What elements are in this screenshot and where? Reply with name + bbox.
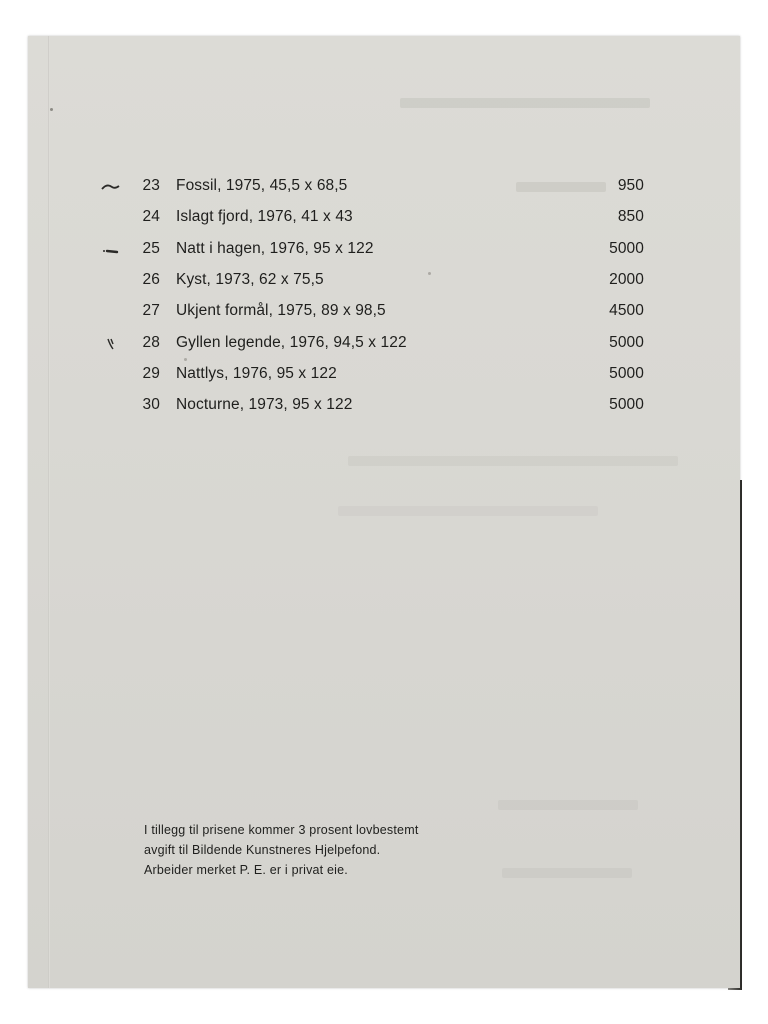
list-item <box>28 208 740 232</box>
item-price: 950 <box>617 177 644 194</box>
bleed-through-text <box>498 800 638 810</box>
item-number: 27 <box>142 302 160 319</box>
bleed-through-text <box>348 456 678 466</box>
item-price: 2000 <box>609 271 644 288</box>
item-title: Islagt fjord, 1976, 41 x 43 <box>176 208 353 225</box>
list-item <box>28 271 740 295</box>
pen-dash-mark <box>100 242 120 258</box>
item-number: 26 <box>142 271 160 288</box>
item-price: 850 <box>617 208 644 225</box>
list-item <box>28 365 740 389</box>
item-price: 4500 <box>609 302 644 319</box>
item-number: 28 <box>142 334 160 351</box>
list-item <box>28 177 740 201</box>
pen-tick-mark <box>100 179 120 195</box>
bleed-through-text <box>502 868 632 878</box>
footnote-line: Arbeider merket P. E. er i privat eie. <box>144 863 348 877</box>
item-number: 25 <box>142 240 160 257</box>
price-footnote <box>144 820 419 880</box>
item-title: Fossil, 1975, 45,5 x 68,5 <box>176 177 348 194</box>
paper-speck <box>50 108 53 111</box>
footnote-line: avgift til Bildende Kunstneres Hjelpefond. <box>144 843 381 857</box>
item-number: 24 <box>142 208 160 225</box>
item-number: 23 <box>142 177 160 194</box>
item-price: 5000 <box>609 365 644 382</box>
item-price: 5000 <box>609 334 644 351</box>
footnote-line: I tillegg til prisene kommer 3 prosent lovbestemt <box>144 823 419 837</box>
paper-speck <box>184 358 187 361</box>
item-title: Ukjent formål, 1975, 89 x 98,5 <box>176 302 386 319</box>
item-number: 29 <box>142 365 160 382</box>
catalog-page <box>28 36 740 988</box>
pen-check-mark <box>100 336 120 352</box>
bleed-through-text <box>338 506 598 516</box>
item-title: Kyst, 1973, 62 x 75,5 <box>176 271 324 288</box>
item-title: Nattlys, 1976, 95 x 122 <box>176 365 337 382</box>
item-price: 5000 <box>609 240 644 257</box>
item-title: Gyllen legende, 1976, 94,5 x 122 <box>176 334 407 351</box>
list-item <box>28 240 740 264</box>
list-item <box>28 302 740 326</box>
item-price: 5000 <box>609 396 644 413</box>
item-title: Nocturne, 1973, 95 x 122 <box>176 396 353 413</box>
list-item <box>28 334 740 358</box>
bleed-through-text <box>400 98 650 108</box>
item-number: 30 <box>142 396 160 413</box>
item-title: Natt i hagen, 1976, 95 x 122 <box>176 240 374 257</box>
list-item <box>28 396 740 420</box>
